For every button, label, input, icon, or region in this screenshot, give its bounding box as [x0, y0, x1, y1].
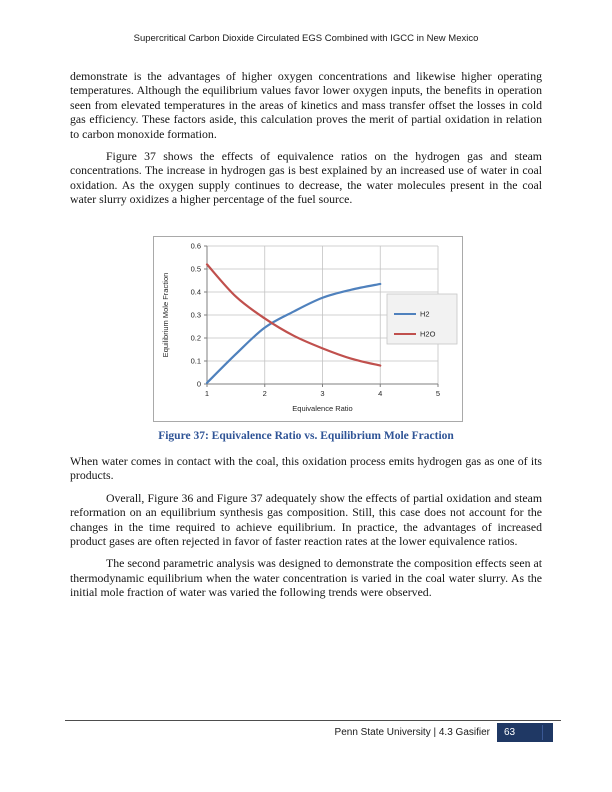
footer-divider	[65, 720, 561, 721]
page-footer	[70, 723, 553, 742]
paragraph: The second parametric analysis was designed to demonstrate the composition effects seen at thermodynamic equilibrium when the water concentration is varied in the coal water slurry. As the initial mole fraction of water was varied the following trends were observed.	[70, 556, 542, 600]
body-text-top	[70, 69, 542, 215]
y-tick-label: 0.4	[190, 287, 201, 297]
chart-canvas	[154, 237, 462, 421]
y-tick-label: 0.1	[190, 356, 201, 366]
y-tick-label: 0.2	[190, 333, 201, 343]
legend-label: H2O	[420, 329, 436, 339]
paragraph: demonstrate is the advantages of higher oxygen concentrations and likewise higher operating temperatures. Although the equilibrium values favor lower oxygen inputs, the benefits in operation seen from elevated temperatures in the areas of kinetics and mass transfer offset the losses in cold gas efficiency. These factors aside, this calculation proves the merit of partial oxidation in relation to carbon monoxide formation.	[70, 69, 542, 141]
paragraph: Figure 37 shows the effects of equivalence ratios on the hydrogen gas and steam concentrations. The increase in hydrogen gas is best explained by an increased use of water in coal oxidation. As the oxygen supply continues to decrease, the water molecules present in the coal water slurry oxidizes a higher percentage of the fuel source.	[70, 149, 542, 207]
y-tick-label: 0.6	[190, 241, 201, 251]
paragraph: Overall, Figure 36 and Figure 37 adequately show the effects of partial oxidation and steam reformation on an equilibrium synthesis gas composition. Still, this case does not account for the changes in the time required to achieve equilibrium. In practice, the advantages of increased product gases are often rejected in favor of faster reaction rates at the lower equivalence ratios.	[70, 490, 542, 549]
x-axis-title: Equivalence Ratio	[292, 404, 353, 413]
x-tick-label: 4	[378, 389, 383, 398]
page-number: 63	[504, 727, 516, 738]
page-header-title: Supercritical Carbon Dioxide Circulated EGS Combined with IGCC in New Mexico	[133, 33, 479, 44]
x-tick-label: 2	[262, 389, 267, 398]
chart-series-h2	[207, 284, 380, 383]
body-text-bottom	[70, 454, 542, 608]
y-tick-label: 0.5	[190, 264, 201, 274]
y-axis-title: Equilibrium Mole Fraction	[161, 272, 170, 358]
y-tick-label: 0	[196, 379, 201, 389]
figure-37-line-chart	[153, 236, 463, 422]
paragraph: When water comes in contact with the coal, this oxidation process emits hydrogen gas as one of its products.	[70, 454, 542, 483]
footer-text: Penn State University | 4.3 Gasifier	[334, 727, 490, 738]
figure-caption: Figure 37: Equivalence Ratio vs. Equilibrium Mole Fraction	[158, 430, 454, 442]
y-tick-label: 0.3	[190, 310, 201, 320]
legend-label: H2	[420, 309, 430, 319]
x-tick-label: 1	[204, 389, 210, 398]
page-number-badge	[497, 723, 553, 742]
x-tick-label: 3	[320, 389, 325, 398]
x-tick-label: 5	[435, 389, 441, 398]
